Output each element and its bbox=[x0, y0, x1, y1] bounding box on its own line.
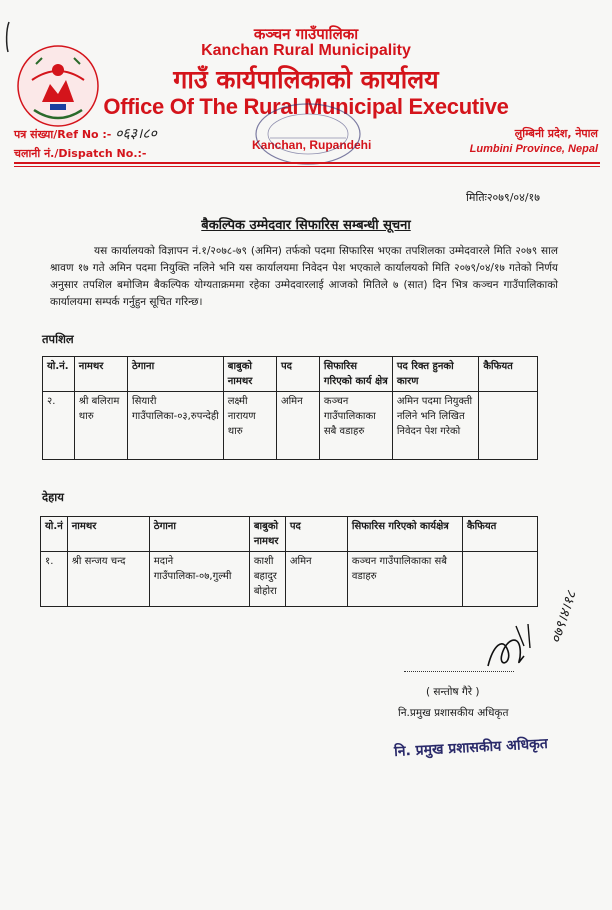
cell-remarks bbox=[462, 552, 537, 607]
cell-remarks bbox=[479, 392, 538, 460]
col-header-serial: यो.नं bbox=[41, 517, 68, 552]
col-header-post: पद bbox=[276, 357, 319, 392]
table-header-row bbox=[41, 517, 538, 552]
cell-serial: १. bbox=[41, 552, 68, 607]
dispatch-label: चलानी नं./Dispatch No.:- bbox=[14, 147, 147, 160]
col-header-remarks: कैफियत bbox=[479, 357, 538, 392]
handwritten-signature bbox=[468, 606, 608, 701]
notice-body: यस कार्यालयको विज्ञापन नं.१/२०७८-७९ (अमिन) तर्फको पदमा सिफारिस भएका तपशिलका उम्मेदवारले मिति २०७९ साल श्रावण १७ गते अमिन पदमा नियुक्ति नलिने भनि यस कार्यालयमा निवेदन पेश भएकाले कार्यालयको मिति २०७९/०४/१७ गतेको निर्णय अनुसार तपशिल बमोजिम बैकल्पिक योग्यताक्रममा रहेका उम्मेदवारलाई आजको मितिले ७ (सात) दिन भित्र कञ्चन गाउँपालिकाको कार्यालयमा सम्पर्क गर्नुहुन सूचित गरिन्छ। bbox=[50, 245, 558, 308]
col-header-remarks: कैफियत bbox=[462, 517, 537, 552]
handwritten-date: ०७९।४।१८ bbox=[547, 588, 580, 646]
office-location: Kanchan, Rupandehi bbox=[252, 138, 372, 152]
cell-serial: २. bbox=[43, 392, 75, 460]
col-header-name: नामथर bbox=[74, 357, 127, 392]
ref-label: पत्र संख्या/Ref No :- bbox=[14, 128, 112, 141]
cell-name: श्री सन्जय चन्द bbox=[67, 552, 149, 607]
col-header-workarea: सिफारिस गरिएको कार्यक्षेत्र bbox=[347, 517, 462, 552]
col-header-address: ठेगाना bbox=[149, 517, 249, 552]
table1-label: तपशिल bbox=[42, 332, 74, 346]
col-header-address: ठेगाना bbox=[127, 357, 223, 392]
ref-value: ०६३।८० bbox=[115, 126, 157, 142]
cell-address: मदाने गाउँपालिका-०७,गुल्मी bbox=[149, 552, 249, 607]
cell-workarea: कञ्चन गाउँपालिकाका सबै वडाहरु bbox=[319, 392, 392, 460]
notice-date: मितिः२०७९/०४/१७ bbox=[466, 191, 540, 204]
cell-name: श्री बलिराम थारु bbox=[74, 392, 127, 460]
signatory-name: ( सन्तोष गैरे ) bbox=[426, 686, 480, 698]
signature-line bbox=[404, 671, 514, 672]
table-row bbox=[41, 552, 538, 607]
notice-subject: बैकल्पिक उम्मेदवार सिफारिस सम्बन्धी सूचना bbox=[201, 218, 411, 233]
cell-address: सियारी गाउँपालिका-०३,रुपन्देही bbox=[127, 392, 223, 460]
cell-father: लक्ष्मी नारायण थारु bbox=[223, 392, 276, 460]
col-header-reason: पद रिक्त हुनको कारण bbox=[392, 357, 479, 392]
col-header-post: पद bbox=[285, 517, 347, 552]
office-name-np: गाउँ कार्यपालिकाको कार्यालय bbox=[173, 65, 439, 94]
office-name-en: Office Of The Rural Municipal Executive bbox=[103, 94, 509, 119]
letterhead-divider bbox=[14, 162, 600, 164]
ref-number-row bbox=[14, 124, 157, 143]
designation-stamp: नि. प्रमुख प्रशासकीय अधिकृत bbox=[393, 735, 549, 761]
municipality-name-np: कञ्चन गाउँपालिका bbox=[253, 25, 359, 43]
letterhead-divider-thin bbox=[14, 166, 600, 167]
dispatch-number-row bbox=[14, 145, 146, 161]
cell-post: अमिन bbox=[276, 392, 319, 460]
table-dehay bbox=[40, 516, 538, 607]
col-header-workarea: सिफारिस गरिएको कार्य क्षेत्र bbox=[319, 357, 392, 392]
table2-label: देहाय bbox=[42, 490, 64, 504]
table-tapashil bbox=[42, 356, 538, 460]
cell-father: काशी बहादुर बोहोरा bbox=[249, 552, 285, 607]
cell-workarea: कञ्चन गाउँपालिकाका सबै वडाहरु bbox=[347, 552, 462, 607]
signatory-designation: नि.प्रमुख प्रशासकीय अधिकृत bbox=[398, 707, 509, 719]
col-header-serial: यो.नं. bbox=[43, 357, 75, 392]
cell-post: अमिन bbox=[285, 552, 347, 607]
cell-reason: अमिन पदमा नियुक्ती नलिने भनि लिखित निवेदन पेश गरेको bbox=[392, 392, 479, 460]
col-header-name: नामथर bbox=[67, 517, 149, 552]
dispatch-stamp bbox=[250, 98, 365, 170]
col-header-father: बाबुको नामथर bbox=[249, 517, 285, 552]
province-en: Lumbini Province, Nepal bbox=[469, 143, 598, 155]
col-header-father: बाबुको नामथर bbox=[223, 357, 276, 392]
table-row bbox=[43, 392, 538, 460]
table-header-row bbox=[43, 357, 538, 392]
municipality-name-en: Kanchan Rural Municipality bbox=[201, 42, 411, 59]
province-np: लुम्बिनी प्रदेश, नेपाल bbox=[514, 127, 598, 140]
